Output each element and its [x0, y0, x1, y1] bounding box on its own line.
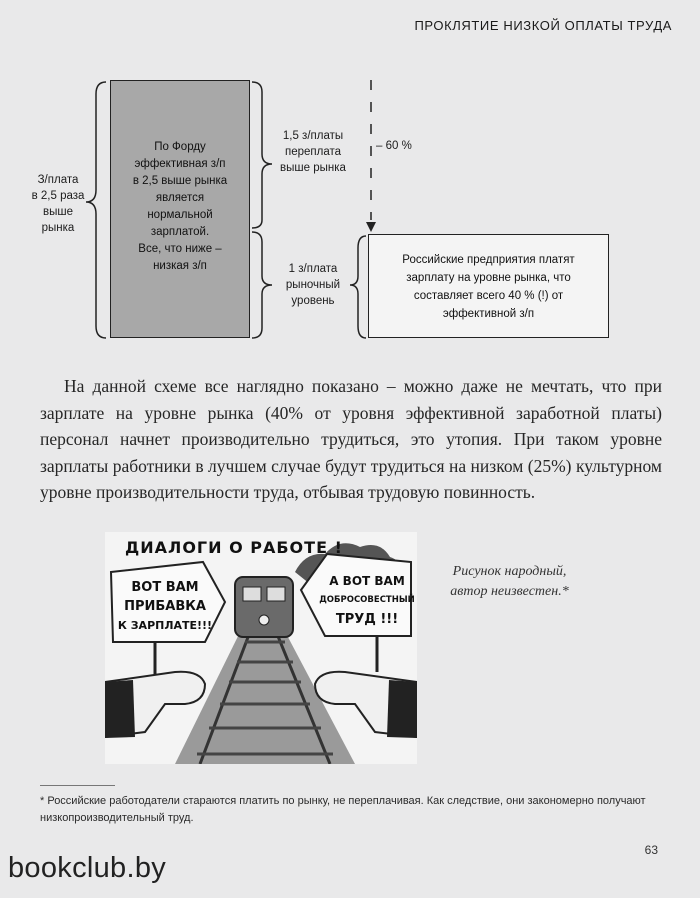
arrow-down-icon — [366, 222, 376, 232]
watermark: bookclub.by — [8, 852, 167, 884]
upper-right-brace — [252, 82, 272, 228]
overpay-label: 1,5 з/платы переплата выше рынка — [280, 130, 346, 174]
running-header: ПРОКЛЯТИЕ НИЗКОЙ ОПЛАТЫ ТРУДА — [414, 18, 672, 33]
ford-wage-box: По Форду эффективная з/п в 2,5 выше рынка является нормальной зарплатой. Все, что ниже – низкая з/п — [110, 80, 250, 338]
market-level-label: 1 з/плата рыночный уровень — [285, 263, 341, 307]
lower-right-brace — [252, 232, 272, 338]
footnote: * Российские работодатели стараются платить по рынку, не переплачивая. Как следствие, они закономерно получают низкопроизводительный труд. — [40, 795, 646, 824]
page-number: 63 — [644, 843, 658, 857]
wage-diagram — [0, 70, 700, 350]
right-sign-text: А ВОТ ВАМ ДОБРОСОВЕСТНЫЙ ТРУД !!! — [319, 574, 415, 627]
train-icon — [235, 577, 293, 637]
cartoon-caption: Рисунок народный, автор неизвестен.* — [450, 564, 569, 599]
cartoon-banner: ДИАЛОГИ О РАБОТЕ ! — [125, 538, 343, 557]
russian-enterprises-box: Российские предприятия платят зарплату на уровне рынка, что составляет всего 40 % (!) от эффективной з/п — [368, 234, 609, 338]
footnote-divider — [40, 785, 115, 786]
cartoon-illustration — [105, 532, 417, 764]
left-sign-text: ВОТ ВАМ ПРИБАВКА К ЗАРПЛАТЕ!!! — [117, 580, 213, 632]
left-label: З/плата в 2,5 раза выше рынка — [31, 174, 85, 234]
percent-label: – 60 % — [376, 140, 412, 152]
body-paragraph: На данной схеме все наглядно показано – можно даже не мечтать, что при зарплате на уровне рынка (40% от уровня эффективной заработной платы) персонал начнет производительно трудиться, это утопия. При таком уровне зарплаты работники в лучшем случае будут трудиться на низком (25%) культурном уровне производительности труда, отбывая трудовую повинность. — [40, 376, 662, 502]
cartoon-drawing — [105, 532, 417, 764]
